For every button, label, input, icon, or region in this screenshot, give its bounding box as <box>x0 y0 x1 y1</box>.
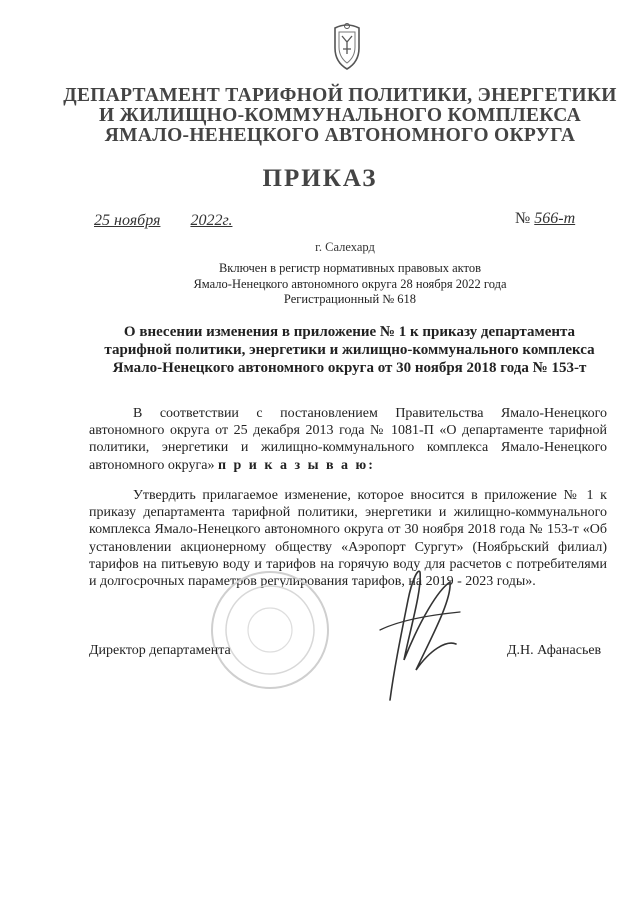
registry-line-3: Регистрационный № 618 <box>283 292 417 306</box>
department-name <box>60 86 620 146</box>
order-subject <box>82 323 617 377</box>
city: г. Салехард <box>315 240 375 254</box>
coat-of-arms-emblem <box>327 22 367 72</box>
document-type-title: ПРИКАЗ <box>262 165 378 192</box>
signatory-title: Директор департамента <box>89 643 231 658</box>
order-word: п р и к а з ы в а ю: <box>217 457 375 473</box>
subject-line-2: тарифной политики, энергетики и жилищно-коммунального комплекса <box>104 342 595 358</box>
registry-line-2: Ямало-Ненецкого автономного округа 28 ноября 2022 года <box>193 276 507 291</box>
order-date <box>94 212 232 230</box>
subject-line-3: Ямало-Ненецкого автономного округа от 30 ноября 2018 года № 153-т <box>112 360 587 376</box>
registry-note <box>140 261 560 308</box>
signatory-name: Д.Н. Афанасьев <box>507 643 602 658</box>
department-line-3: ЯМАЛО-НЕНЕЦКОГО АВТОНОМНОГО ОКРУГА <box>104 125 576 146</box>
body-paragraph-1 <box>89 405 607 474</box>
order-number-prefix: № <box>515 210 531 227</box>
order-number-value: 566-т <box>534 210 576 227</box>
official-stamp <box>205 565 335 695</box>
body-paragraph-2-text: Утвердить прилагаемое изменение, которое вносится в приложение № 1 к приказу департамента тарифной политики, энергетики и жилищно-коммунального комплекса Ямало-Ненецкого автономного округа от 30 ноября 2018 года № 153-т «Об установлении акционерному обществу «Аэропорт Сургут» (Ноябрьский филиал) тарифов на питьевую воду и тарифов на горячую воду для расчетов с потребителями и долгосрочных параметров регулирования тарифов, на 2019 - 2023 годы». <box>89 488 607 590</box>
order-date-day-month: 25 ноября <box>94 212 161 229</box>
order-date-year: 2022г. <box>190 212 233 229</box>
subject-line-1: О внесении изменения в приложение № 1 к приказу департамента <box>123 324 576 340</box>
handwritten-signature <box>360 560 470 710</box>
registry-line-1: Включен в регистр нормативных правовых актов <box>218 261 482 275</box>
department-line-1: ДЕПАРТАМЕНТ ТАРИФНОЙ ПОЛИТИКИ, ЭНЕРГЕТИКИ <box>63 85 617 106</box>
order-number <box>515 210 575 228</box>
body-paragraph-1-text: В соответствии с постановлением Правительства Ямало-Ненецкого автономного округа от 25 декабря 2013 года № 1081-П «О департаменте тарифной политики, энергетики и жилищно-коммунального комплекса Ямало-Ненецкого автономного округа» <box>89 406 607 473</box>
department-line-2: И ЖИЛИЩНО-КОММУНАЛЬНОГО КОМПЛЕКСА <box>98 105 582 126</box>
body-paragraph-2 <box>89 487 607 590</box>
